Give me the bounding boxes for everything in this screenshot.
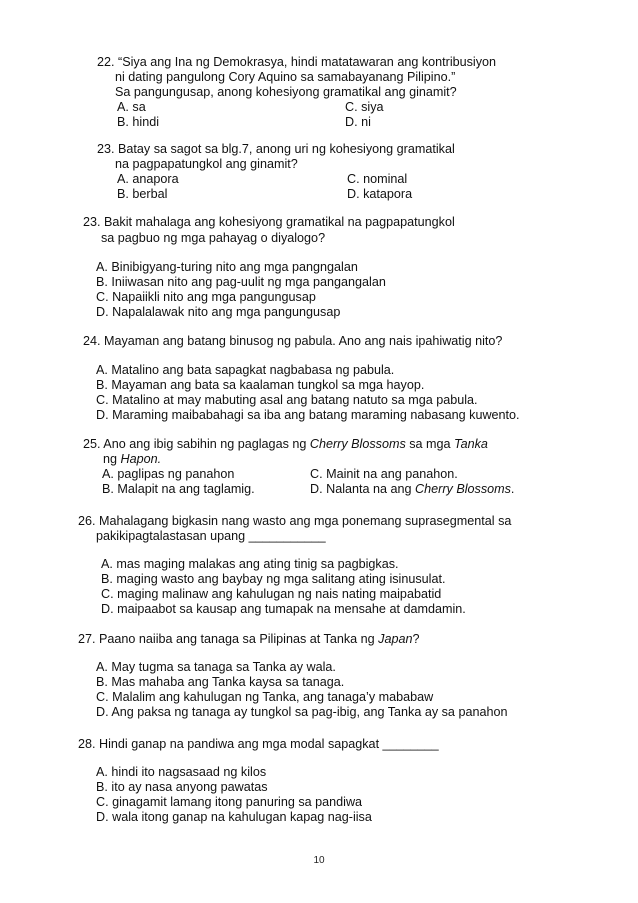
q23a-choice-d: D. katapora xyxy=(347,187,413,201)
q27-choice-c: C. Malalim ang kahulugan ng Tanka, ang tanaga’y mababaw xyxy=(96,690,434,704)
q23a-choice-b: B. berbal xyxy=(117,187,168,201)
q27-choice-d: D. Ang paksa ng tanaga ay tungkol sa pag-ibig, ang Tanka ay sa panahon xyxy=(96,705,508,719)
q24-choice-c: C. Matalino at may mabuting asal ang batang natuto sa mga pabula. xyxy=(96,393,478,407)
q23b-line2: sa pagbuo ng mga pahayag o diyalogo? xyxy=(101,231,326,245)
q26-line2: pakikipagtalastasan upang ___________ xyxy=(96,529,326,543)
q23a-choice-a: A. anapora xyxy=(117,172,179,186)
q26-choice-b: B. maging wasto ang baybay ng mga salitang ating isinusulat. xyxy=(101,572,446,586)
q23b-line1: 23. Bakit mahalaga ang kohesiyong gramatikal na pagpapatungkol xyxy=(83,215,455,229)
q23b-choice-d: D. Napalalawak nito ang mga pangungusap xyxy=(96,305,341,319)
q24-choice-a: A. Matalino ang bata sapagkat nagbabasa ng pabula. xyxy=(96,363,395,377)
q24-choice-d: D. Maraming maibabahagi sa iba ang batang maraming nabasang kuwento. xyxy=(96,408,520,422)
q25-choice-d: D. Nalanta na ang Cherry Blossoms. xyxy=(310,482,515,496)
q24-choice-b: B. Mayaman ang bata sa kaalaman tungkol sa mga hayop. xyxy=(96,378,425,392)
page-number: 10 xyxy=(313,855,325,866)
q25-line1: 25. Ano ang ibig sabihin ng paglagas ng Cherry Blossoms sa mga Tanka xyxy=(83,437,488,451)
q25-line2: ng Hapon. xyxy=(103,452,162,466)
q23a-line2: na pagpapatungkol ang ginamit? xyxy=(115,157,298,171)
q27-choice-a: A. May tugma sa tanaga sa Tanka ay wala. xyxy=(96,660,336,674)
q22-line1: 22. “Siya ang Ina ng Demokrasya, hindi matatawaran ang kontribusiyon xyxy=(97,55,497,69)
q26-line1: 26. Mahalagang bigkasin nang wasto ang mga ponemang suprasegmental sa xyxy=(78,514,512,528)
q22-choice-b: B. hindi xyxy=(117,115,160,129)
q28-choice-a: A. hindi ito nagsasaad ng kilos xyxy=(96,765,267,779)
q22-choice-c: C. siya xyxy=(345,100,384,114)
q22-choice-d: D. ni xyxy=(345,115,371,129)
q28-choice-c: C. ginagamit lamang itong panuring sa pandiwa xyxy=(96,795,363,809)
q28-choice-d: D. wala itong ganap na kahulugan kapag nag-iisa xyxy=(96,810,372,824)
q23b-choice-c: C. Napaiikli nito ang mga pangungusap xyxy=(96,290,316,304)
q26-choice-c: C. maging malinaw ang kahulugan ng nais nating maipabatid xyxy=(101,587,442,601)
q23b-choice-b: B. Iniiwasan nito ang pag-uulit ng mga pangangalan xyxy=(96,275,386,289)
q28-line1: 28. Hindi ganap na pandiwa ang mga modal sapagkat ________ xyxy=(78,737,439,751)
q23b-choice-a: A. Binibigyang-turing nito ang mga pangngalan xyxy=(96,260,358,274)
q22-line2: ni dating pangulong Cory Aquino sa samabayanang Pilipino.” xyxy=(115,70,456,84)
q25-choice-c: C. Mainit na ang panahon. xyxy=(310,467,458,481)
q27-choice-b: B. Mas mahaba ang Tanka kaysa sa tanaga. xyxy=(96,675,345,689)
q24-line1: 24. Mayaman ang batang binusog ng pabula. Ano ang nais ipahiwatig nito? xyxy=(83,334,503,348)
q26-choice-d: D. maipaabot sa kausap ang tumapak na mensahe at damdamin. xyxy=(101,602,466,616)
q25-choice-b: B. Malapit na ang taglamig. xyxy=(102,482,255,496)
q25-choice-a: A. paglipas ng panahon xyxy=(102,467,235,481)
q26-choice-a: A. mas maging malakas ang ating tinig sa pagbigkas. xyxy=(101,557,399,571)
q22-line3: Sa pangungusap, anong kohesiyong gramatikal ang ginamit? xyxy=(115,85,457,99)
q22-choice-a: A. sa xyxy=(117,100,146,114)
q28-choice-b: B. ito ay nasa anyong pawatas xyxy=(96,780,268,794)
q27-line1: 27. Paano naiiba ang tanaga sa Pilipinas at Tanka ng Japan? xyxy=(78,632,420,646)
q23a-line1: 23. Batay sa sagot sa blg.7, anong uri ng kohesiyong gramatikal xyxy=(97,142,455,156)
q23a-choice-c: C. nominal xyxy=(347,172,408,186)
